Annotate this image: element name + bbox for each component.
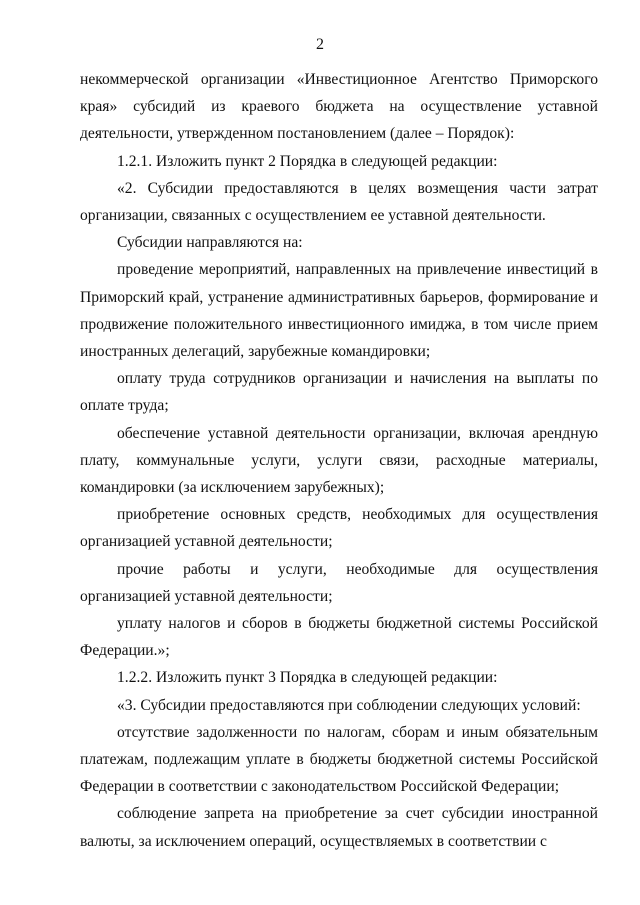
paragraph-intro-continuation: некоммерческой организации «Инвестиционное Агентство Приморского края» субсидий из краевого бюджета на осуществление уставной деятельности, утвержденном постановлением (далее – Порядок): (80, 71, 598, 143)
paragraph-currency-ban: соблюдение запрета на приобретение за счет субсидии иностранной валюты, за исключением операций, осуществляемых в соответствии с (80, 805, 598, 850)
paragraph-events: проведение мероприятий, направленных на привлечение инвестиций в Приморский край, устранение административных барьеров, формирование и продвижение положительного инвестиционного имиджа, в том числе прием иностранных делегаций, зарубежные командировки; (80, 261, 598, 361)
paragraph-fixed-assets: приобретение основных средств, необходимых для осуществления организацией уставной деятельности; (80, 506, 598, 551)
paragraph-operations: обеспечение уставной деятельности организации, включая арендную плату, коммунальные услуги, услуги связи, расходные материалы, командировки (за исключением зарубежных); (80, 424, 598, 497)
page-number: 2 (316, 36, 324, 53)
paragraph-no-debt: отсутствие задолженности по налогам, сборам и иным обязательным платежам, подлежащим уплате в бюджеты бюджетной системы Российской Федерации в соответствии с законодательством Российской Федерации; (80, 723, 598, 796)
paragraph-taxes: уплату налогов и сборов в бюджеты бюджетной системы Российской Федерации.»; (80, 615, 598, 660)
paragraph-point-2: «2. Субсидии предоставляются в целях возмещения части затрат организации, связанных с осуществлением ее уставной деятельности. (80, 179, 598, 225)
document-body (80, 66, 598, 855)
paragraph-salary: оплату труда сотрудников организации и начисления на выплаты по оплате труда; (80, 370, 598, 415)
paragraph-subsidies-directed: Субсидии направляются на: (117, 234, 303, 252)
paragraph-point-3: «3. Субсидии предоставляются при соблюдении следующих условий: (117, 696, 581, 714)
paragraph-other-works: прочие работы и услуги, необходимые для осуществления организацией уставной деятельности; (80, 560, 598, 605)
paragraph-1-2-2: 1.2.2. Изложить пункт 3 Порядка в следующей редакции: (117, 669, 498, 687)
paragraph-1-2-1: 1.2.1. Изложить пункт 2 Порядка в следующей редакции: (117, 152, 498, 170)
